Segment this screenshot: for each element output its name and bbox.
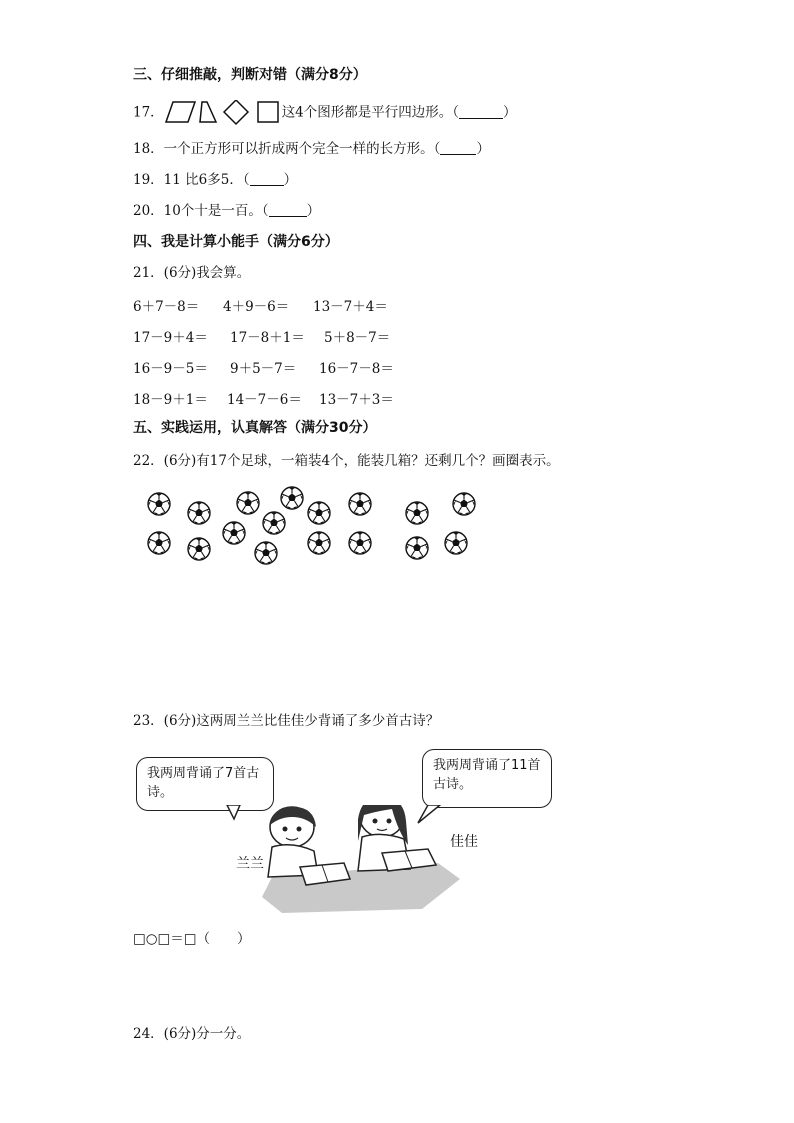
question-17-text: 这4个图形都是平行四边形。（ [281, 104, 460, 121]
calc-item: 4＋9－6＝ [223, 299, 290, 315]
soccer-ball-icon [187, 537, 211, 561]
question-17 [133, 100, 517, 126]
question-17-close: ） [503, 104, 517, 121]
soccer-ball-icon [222, 521, 246, 545]
question-20-text: 20．10个十是一百。（ [133, 203, 269, 219]
calc-row-3 [133, 357, 394, 377]
question-22-text: 22．(6分)有17个足球，一箱装4个，能装几箱？还剩几个？画圈表示。 [133, 453, 560, 469]
question-20 [133, 202, 320, 220]
calc-item: 16－9－5＝ [133, 361, 208, 377]
calc-item: 14－7－6＝ [227, 392, 302, 408]
square-shape [258, 102, 278, 122]
soccer-ball-icon [405, 501, 429, 525]
calc-item: 16－7－8＝ [319, 361, 394, 377]
question-23-text: 23．(6分)这两周兰兰比佳佳少背诵了多少首古诗？ [133, 713, 440, 729]
calc-item: 13－7＋3＝ [319, 392, 394, 408]
question-24-text: 24．(6分)分一分。 [133, 1026, 251, 1042]
four-shapes-figure [164, 100, 282, 126]
answer-blank-20[interactable] [269, 203, 307, 217]
soccer-ball-icon [280, 486, 304, 510]
speech-bubble-left: 我两周背诵了7首古诗。 [136, 757, 274, 811]
calc-row-2 [133, 326, 390, 346]
soccer-ball-icon [236, 491, 260, 515]
parallelogram-shape [166, 102, 195, 122]
calc-row-4 [133, 388, 394, 408]
answer-blank-18[interactable] [440, 141, 476, 155]
rhombus-shape [224, 100, 248, 124]
soccer-ball-icon [452, 492, 476, 516]
question-19 [133, 171, 297, 189]
soccer-ball-icon [254, 541, 278, 565]
question-18 [133, 140, 490, 158]
calc-item: 5＋8－7＝ [324, 330, 391, 346]
section-4-title: 四、我是计算小能手（满分6分） [133, 234, 339, 250]
speech-bubble-right: 我两周背诵了11首古诗。 [422, 749, 552, 808]
name-label-jiajia: 佳佳 [450, 834, 478, 850]
section-3-title: 三、仔细推敲，判断对错（满分8分） [133, 67, 367, 83]
question-19-close: ） [283, 172, 298, 188]
soccer-ball-icon [444, 531, 468, 555]
calc-item: 18－9＋1＝ [133, 392, 208, 408]
question-18-close: ） [476, 141, 490, 157]
answer-blank-19[interactable] [250, 172, 284, 186]
calc-item: 6＋7－8＝ [133, 299, 200, 315]
soccer-ball-icon [262, 511, 286, 535]
answer-blank-17[interactable] [459, 105, 503, 119]
calc-row-1 [133, 295, 388, 315]
question-23-answer-line: □○□＝□（ ） [133, 931, 251, 947]
question-19-text: 19．11 比6多5．（ [133, 172, 250, 188]
soccer-ball-icon [147, 492, 171, 516]
name-label-lanlan: 兰兰 [236, 856, 264, 872]
soccer-ball-icon [187, 501, 211, 525]
question-21-text: 21．(6分)我会算。 [133, 265, 251, 281]
calc-item: 17－9＋4＝ [133, 330, 208, 346]
question-17-number: 17． [133, 104, 164, 121]
question-20-close: ） [306, 203, 321, 219]
soccer-ball-icon [147, 531, 171, 555]
calc-item: 13－7＋4＝ [313, 299, 388, 315]
calc-item: 17－8＋1＝ [230, 330, 305, 346]
soccer-ball-icon [405, 536, 429, 560]
question-18-text: 18．一个正方形可以折成两个完全一样的长方形。（ [133, 141, 441, 157]
soccer-ball-icon [348, 492, 372, 516]
section-5-title: 五、实践运用，认真解答（满分30分） [133, 420, 377, 436]
soccer-ball-icon [307, 531, 331, 555]
calc-item: 9＋5－7＝ [230, 361, 297, 377]
soccer-ball-icon [348, 531, 372, 555]
soccer-ball-icon [307, 501, 331, 525]
trapezoid-shape [200, 102, 216, 122]
